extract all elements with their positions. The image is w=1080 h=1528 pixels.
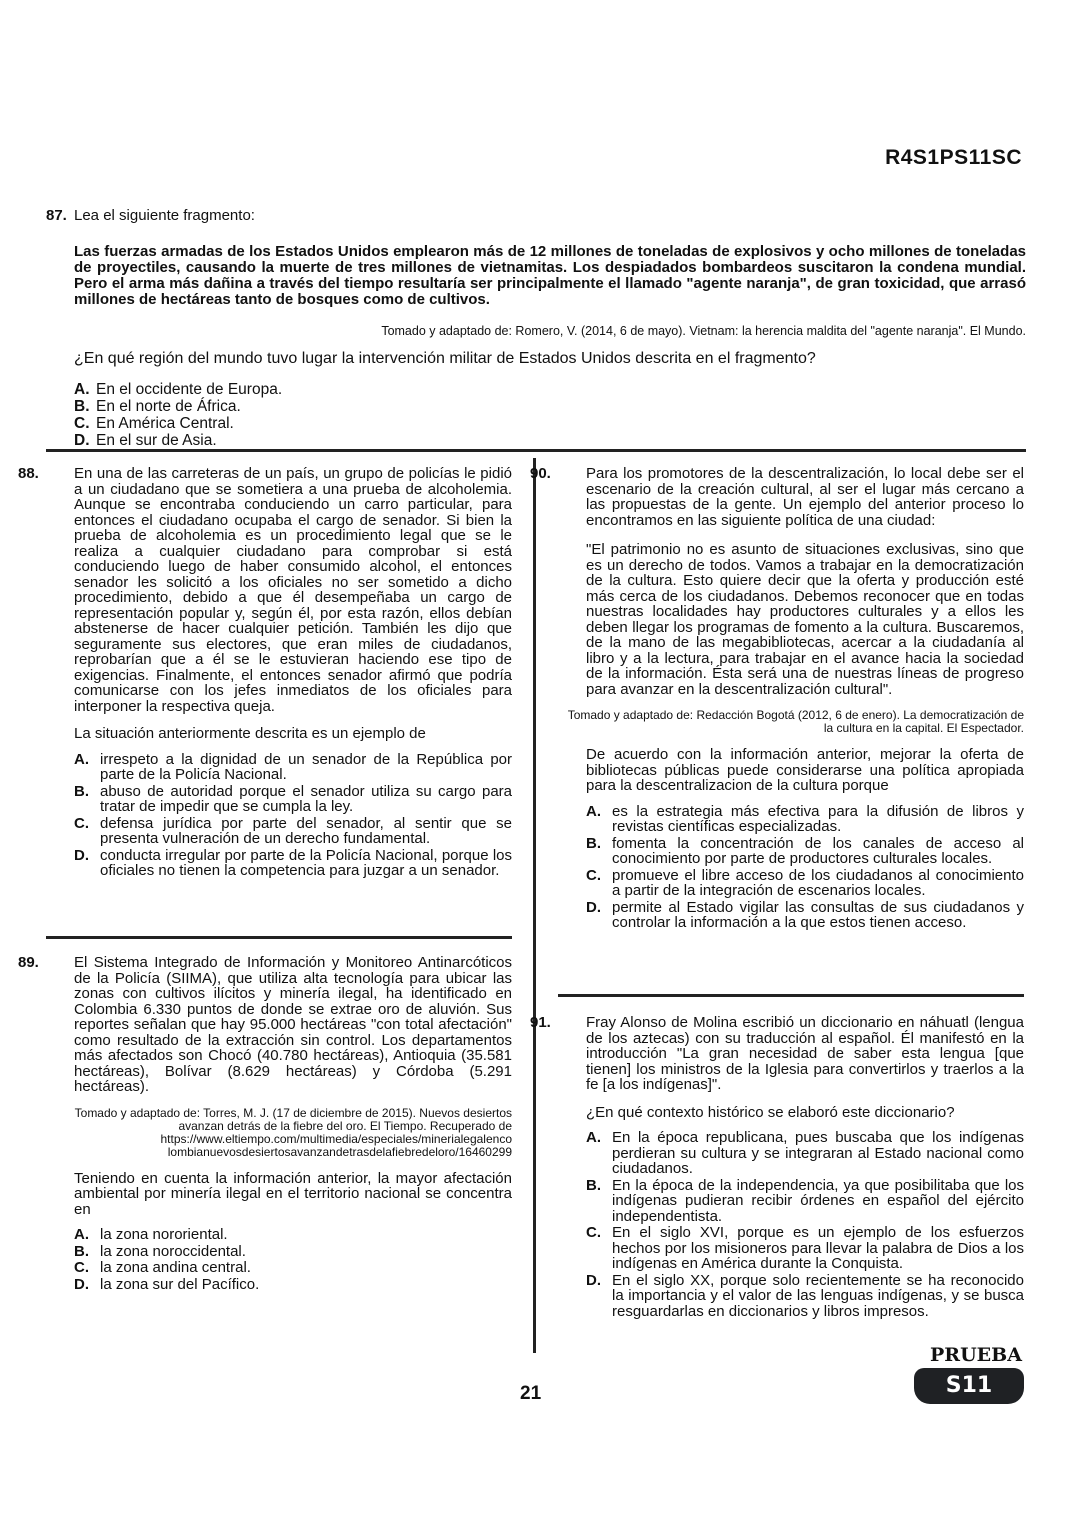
question-88 (18, 465, 512, 879)
option-a[interactable] (74, 752, 512, 783)
option-letter: C. (74, 814, 89, 832)
option-text: En el siglo XVI, porque es un ejemplo de los esfuerzos hechos por los misioneros para llevar la palabra de Dios a los indígenas en América durante la Conquista. (612, 1224, 1024, 1272)
option-text: En América Central. (96, 415, 234, 432)
option-letter: B. (74, 398, 90, 415)
option-letter: D. (74, 1275, 89, 1293)
option-letter: A. (74, 381, 90, 398)
options-list (74, 1227, 512, 1292)
option-text: la zona nororiental. (100, 1226, 228, 1243)
option-letter: B. (74, 782, 89, 800)
question-stem: ¿En qué contexto histórico se elaboró este diccionario? (586, 1103, 955, 1121)
divider (46, 449, 1026, 452)
option-letter: D. (586, 898, 601, 916)
option-a[interactable] (74, 1227, 512, 1243)
option-text: En la época republicana, pues buscaba que los indígenas perdieran su cultura y se integraran al Estado nacional como ciudadanos. (612, 1129, 1024, 1177)
question-89 (18, 954, 512, 1293)
option-letter: C. (586, 1224, 601, 1241)
source-citation: Tomado y adaptado de: Redacción Bogotá (2012, 6 de enero). La democratización de la cultura en la capital. El Espectador. (567, 708, 1024, 735)
option-letter: A. (74, 750, 89, 768)
exam-code: R4S1PS11SC (885, 146, 1022, 169)
option-text: promueve el libre acceso de los ciudadanos al conocimiento a partir de la integración de escenarios locales. (612, 866, 1024, 899)
option-text: En el sur de Asia. (96, 432, 217, 449)
option-text: es la estrategia más efectiva para la difusión de libros y revistas científicas especializadas. (612, 802, 1024, 835)
options-list (74, 752, 512, 879)
test-badge: S11 (914, 1368, 1024, 1404)
right-column (530, 465, 1024, 932)
question-text: Para los promotores de la descentralización, lo local debe ser el escenario de la creación cultural, al ser el lugar más cercano a las propuestas de la gente. Un ejemplo del anterior proceso lo encontramos en las siguiente política de una ciudad: (586, 465, 1024, 529)
option-b[interactable] (586, 1178, 1024, 1225)
option-d[interactable] (586, 1273, 1024, 1320)
options-list (586, 804, 1024, 931)
option-b[interactable] (74, 784, 512, 815)
source-citation: Tomado y adaptado de: Torres, M. J. (17 de diciembre de 2015). Nuevos desiertos avanzan detrás de la fiebre del oro. El Tiempo. Recuperado de https://www.eltiempo.com/multimedia/especiales/minerialegalenco lombianuevosdesiertosavanzandetrasdelafiebredeloro/16460299 (74, 1105, 512, 1159)
option-b[interactable] (74, 398, 1026, 415)
option-letter: B. (586, 834, 601, 852)
question-text: El Sistema Integrado de Información y Monitoreo Antinarcóticos de la Policía (SIIMA), que utiliza alta tecnología para ubicar las zonas con cultivos ilícitos y minería ilegal, ha identificado en Colombia 6.330 puntos de donde se extrae oro de aluvión. Sus reportes señalan que hay 95.000 hectáreas "con total afectación" como resultado de la extracción sin control. Los departamentos más afectados son Chocó (40.780 hectáreas), Antioquia (35.581 hectáreas), Bolívar (8.629 hectáreas) y Córdoba (5.291 hectáreas). (74, 954, 512, 1095)
question-intro: Lea el siguiente fragmento: (74, 207, 255, 224)
option-text: En el norte de África. (96, 398, 241, 415)
option-letter: A. (586, 1129, 601, 1146)
quote-text: "El patrimonio no es asunto de situaciones exclusivas, sino que es un derecho de todos. Vamos a trabajar en la democratización de la cultura. Esto quiere decir que la oferta y producción esté más cerca de los ciudadanos. Debemos reconocer que en todas nuestras localidades hay productores culturales y a ellos les deben llegar los programas de fomento a la cultura. Buscaremos, de la mano de las megabibliotecas, acercar a la ciudadanía al libro y a la lectura, para trabajar en el avance hacia la sociedad de la información. Ésta será una de nuestras líneas de progreso para avanzar en la descentralización cultural". (586, 541, 1024, 698)
question-text: En una de las carreteras de un país, un grupo de policías le pidió a un ciudadano que se sometiera a una prueba de alcoholemia. Aunque se encontraba conduciendo un carro particular, para entonces el ciudadano ocupaba el cargo de senador. Si bien la prueba de alcoholemia es un procedimiento legal que se le realiza a cualquier ciudadano para comprobar si está conduciendo luego de haber consumido alcohol, el entonces senador les solicitó a los oficiales no ser sometido a dicho procedimiento, debido a que él desempeñaba un cargo de representación popular y, según él, por esta razón, ellos debían abstenerse de hacer cualquier petición. También les dijo que seguramente sus electores, que eran miles de ciudadanos, reprobarían que a él se le estuvieran haciendo ese tipo de exigencias. Finalmente, el entonces senador afirmó que podría comunicarse con los jefes inmediatos de los oficiales para interponer la respectiva queja. (74, 465, 512, 715)
test-label: PRUEBA (930, 1344, 1022, 1366)
right-column-lower (530, 1014, 1024, 1320)
left-column (18, 465, 512, 880)
divider (558, 994, 1024, 997)
option-c[interactable] (74, 1260, 512, 1276)
question-number: 90. (530, 465, 551, 482)
option-text: la zona sur del Pacífico. (100, 1275, 260, 1293)
excerpt-text: Las fuerzas armadas de los Estados Unidos emplearon más de 12 millones de toneladas de explosivos y ocho millones de toneladas de proyectiles, causando la muerte de tres millones de vietnamitas. Los despiadados bombardeos suscitaron la condena mundial. Pero el arma más dañina a través del tiempo resultaría ser principalmente el llamado "agente naranja", de gran toxicidad, que arrasó millones de hectáreas tanto de bosques como de cultivos. (74, 243, 1026, 308)
option-text: irrespeto a la dignidad de un senador de la República por parte de la Policía Nacional. (100, 750, 512, 783)
question-stem: La situación anteriormente descrita es un ejemplo de (74, 725, 426, 742)
option-text: permite al Estado vigilar las consultas de sus ciudadanos y controlar la información a la que estos tienen acceso. (612, 898, 1024, 931)
divider (46, 936, 512, 939)
left-column-lower (18, 954, 512, 1293)
option-c[interactable] (586, 1225, 1024, 1272)
question-stem: Teniendo en cuenta la información anterior, la mayor afectación ambiental por minería ilegal en el territorio nacional se concentra en (74, 1169, 512, 1218)
question-text: Fray Alonso de Molina escribió un diccionario en náhuatl (lengua de los aztecas) con su traducción al español. Él manifestó en la introducción "La gran necesidad de saber esta lengua [que tienen] los ministros de la Iglesia para convertirlos y traerlos a la fe [a los indígenas]". (586, 1014, 1024, 1093)
option-letter: A. (74, 1226, 89, 1243)
option-b[interactable] (74, 1244, 512, 1260)
option-a[interactable] (586, 1130, 1024, 1177)
question-87 (46, 208, 1026, 449)
option-letter: D. (74, 432, 90, 449)
option-letter: B. (74, 1242, 89, 1260)
option-d[interactable] (74, 1277, 512, 1293)
option-letter: C. (586, 866, 601, 884)
question-stem: De acuerdo con la información anterior, mejorar la oferta de bibliotecas públicas puede considerarse una política apropiada para la descentralizacion de la cultura porque (586, 746, 1024, 794)
option-letter: B. (586, 1176, 601, 1194)
option-text: En el siglo XX, porque solo recientemente se ha reconocido la importancia y el valor de las lenguas indígenas, y se busca resguardarlas en diccionarios y libros impresos. (612, 1271, 1024, 1320)
question-number: 88. (18, 465, 39, 482)
option-letter: C. (74, 415, 90, 432)
question-number: 89. (18, 954, 39, 971)
option-text: la zona andina central. (100, 1259, 251, 1276)
page-number: 21 (520, 1383, 542, 1404)
options-list (586, 1130, 1024, 1319)
option-text: defensa jurídica por parte del senador, al sentir que se presenta vulneración de un derecho fundamental. (100, 814, 512, 847)
option-d[interactable] (74, 432, 1026, 449)
options-list (74, 381, 1026, 449)
question-number: 87. (46, 207, 67, 224)
question-91 (530, 1014, 1024, 1320)
option-text: la zona noroccidental. (100, 1242, 246, 1260)
option-text: abuso de autoridad porque el senador utiliza su cargo para tratar de impedir que se cumpla la ley. (100, 782, 512, 815)
option-c[interactable] (74, 816, 512, 847)
option-b[interactable] (586, 836, 1024, 867)
option-letter: C. (74, 1259, 89, 1276)
question-number: 91. (530, 1014, 551, 1031)
option-letter: D. (586, 1271, 601, 1289)
option-c[interactable] (74, 415, 1026, 432)
option-text: conducta irregular por parte de la Policía Nacional, porque los oficiales no tienen la competencia para juzgar a un senador. (100, 846, 512, 879)
option-text: fomenta la concentración de los canales de acceso al conocimiento por parte de productores culturales locales. (612, 834, 1024, 867)
option-c[interactable] (586, 868, 1024, 899)
column-divider (533, 458, 536, 1353)
option-d[interactable] (74, 848, 512, 879)
question-90 (530, 465, 1024, 931)
option-d[interactable] (586, 900, 1024, 931)
option-a[interactable] (586, 804, 1024, 835)
source-citation: Tomado y adaptado de: Romero, V. (2014, 6 de mayo). Vietnam: la herencia maldita del "agente naranja". El Mundo. (381, 324, 1026, 338)
option-a[interactable] (74, 381, 1026, 398)
option-text: En el occidente de Europa. (96, 381, 283, 398)
question-stem: ¿En qué región del mundo tuvo lugar la intervención militar de Estados Unidos descrita en el fragmento? (74, 350, 816, 367)
option-text: En la época de la independencia, ya que posibilitaba que los indígenas pudieran recibir órdenes en español del ejército independentista. (612, 1176, 1024, 1225)
option-letter: D. (74, 846, 89, 864)
option-letter: A. (586, 802, 601, 820)
